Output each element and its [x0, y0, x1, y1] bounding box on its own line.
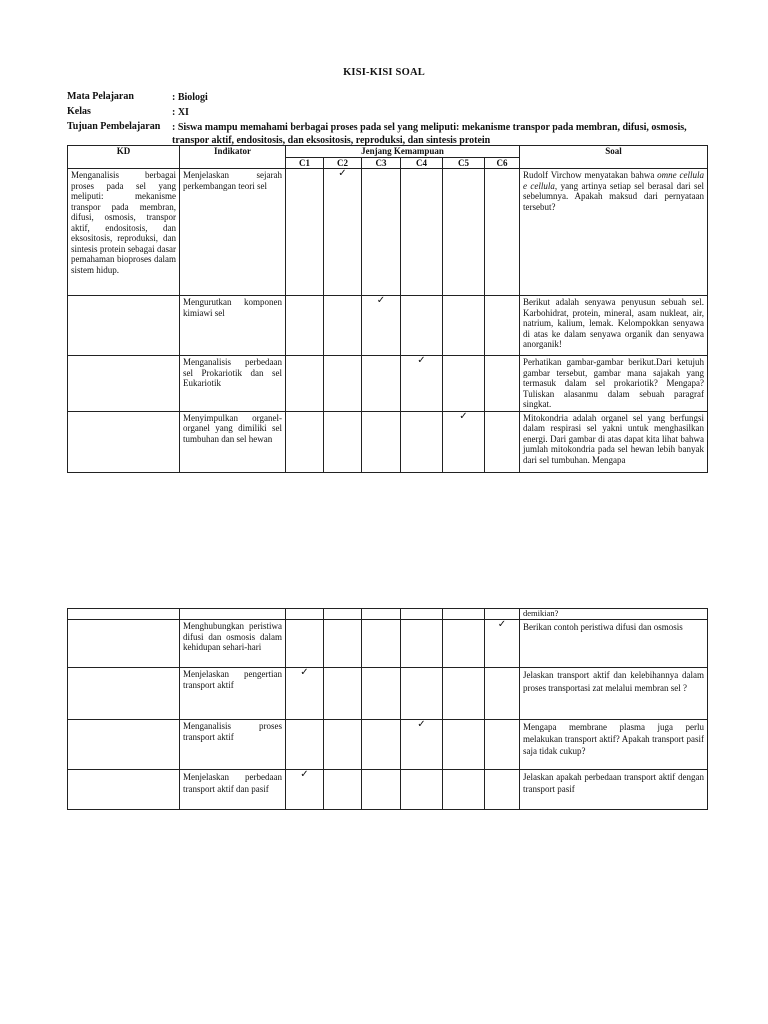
table-row	[68, 411, 708, 472]
grid-table-page2	[67, 608, 708, 810]
level-cell	[401, 668, 443, 720]
check-icon: ✓	[417, 719, 426, 730]
soal-cell: Berikan contoh peristiwa difusi dan osmosis	[520, 620, 708, 668]
level-cell	[286, 411, 324, 472]
goal-value: : Siswa mampu memahami berbagai proses pada sel yang meliputi: mekanisme transpor pada membran, difusi, osmosis, transpor aktif, endositosis, dan eksositosis, reproduksi, dan sintesis protein	[172, 122, 687, 146]
level-cell	[286, 720, 324, 770]
table-row	[68, 296, 708, 356]
level-cell	[362, 169, 401, 296]
level-cell	[324, 411, 362, 472]
soal-cell: Mengapa membrane plasma juga perlu melakukan transport aktif? Apakah transport pasif saja tidak cukup?	[520, 720, 708, 770]
level-cell	[443, 668, 485, 720]
level-cell	[401, 296, 443, 356]
kd-cell-empty	[68, 356, 180, 412]
table-row	[68, 668, 708, 720]
goal-label: Tujuan Pembelajaran	[67, 121, 161, 132]
check-icon: ✓	[417, 355, 426, 366]
subject-label: Mata Pelajaran	[67, 91, 134, 102]
indikator-cell: Menyimpulkan organel-organel yang dimiliki sel tumbuhan dan sel hewan	[180, 411, 286, 472]
level-cell	[324, 720, 362, 770]
indikator-cell: Menganalisis perbedaan sel Prokariotik dan sel Eukariotik	[180, 356, 286, 412]
kd-cell-empty	[68, 296, 180, 356]
grid-table-page1	[67, 145, 708, 473]
level-cell	[362, 296, 401, 356]
level-cell	[324, 620, 362, 668]
level-cell	[286, 668, 324, 720]
document-title: KISI-KISI SOAL	[343, 67, 425, 78]
kd-cell-empty	[68, 770, 180, 810]
table-row	[68, 770, 708, 810]
level-cell	[362, 668, 401, 720]
soal-cell: Perhatikan gambar-gambar berikut.Dari ketujuh gambar tersebut, gambar mana sajakah yang termasuk dalam sel prokariotik? Mengapa? Tuliskan alasanmu dalam sebuah paragraf singkat.	[520, 356, 708, 412]
soal-cell: Jelaskan apakah perbedaan transport aktif dengan transport pasif	[520, 770, 708, 810]
level-cell	[362, 620, 401, 668]
header-soal: Soal	[520, 146, 708, 169]
kd-cell-empty	[68, 411, 180, 472]
check-icon: ✓	[338, 168, 347, 179]
soal-cell: Rudolf Virchow menyatakan bahwa omne cellula e cellula, yang artinya setiap sel berasal dari sel sebelumnya. Apakah maksud dari pernyataan tersebut?	[520, 169, 708, 296]
check-icon: ✓	[300, 769, 309, 780]
header-c6: C6	[485, 157, 520, 169]
level-cell	[324, 668, 362, 720]
level-cell	[485, 668, 520, 720]
kd-cell-empty	[68, 720, 180, 770]
header-c4: C4	[401, 157, 443, 169]
level-cell	[362, 770, 401, 810]
subject-value: : Biologi	[172, 92, 208, 103]
level-cell	[401, 411, 443, 472]
check-icon: ✓	[376, 295, 386, 306]
table-row	[68, 169, 708, 296]
kd-cell-empty	[68, 668, 180, 720]
table-row	[68, 620, 708, 668]
level-cell	[485, 296, 520, 356]
level-cell	[485, 411, 520, 472]
level-cell	[443, 356, 485, 412]
level-cell	[362, 411, 401, 472]
indikator-cell: Menghubungkan peristiwa difusi dan osmosis dalam kehidupan sehari-hari	[180, 620, 286, 668]
soal-cell: Mitokondria adalah organel sel yang berfungsi dalam respirasi sel yakni untuk menghasilkan energi. Dari gambar di atas dapat kita lihat bahwa jumlah mitokondria pada sel hewan lebih banyak dari sel tumbuhan. Mengapa	[520, 411, 708, 472]
kd-cell-empty	[68, 609, 180, 620]
indikator-cell: Menjelaskan perbedaan transport aktif dan pasif	[180, 770, 286, 810]
check-icon: ✓	[300, 667, 309, 678]
check-icon: ✓	[497, 619, 507, 630]
indikator-cell: Menjelaskan sejarah perkembangan teori sel	[180, 169, 286, 296]
level-cell	[324, 296, 362, 356]
indikator-cell: Menganalisis proses transport aktif	[180, 720, 286, 770]
level-cell	[443, 169, 485, 296]
class-label: Kelas	[67, 106, 91, 117]
soal-italic: omne cellula e cellula	[523, 170, 705, 191]
header-c1: C1	[286, 157, 324, 169]
check-icon: ✓	[459, 411, 468, 422]
header-c2: C2	[324, 157, 362, 169]
header-kd: KD	[68, 146, 180, 169]
table-row	[68, 720, 708, 770]
level-cell	[401, 770, 443, 810]
level-cell	[485, 770, 520, 810]
kd-cell: Menganalisis berbagai proses pada sel yang meliputi: mekanisme transpor pada membran, difusi, osmosis, transpor aktif, endositosis, dan eksositosis, reproduksi, dan sintesis protein sebagai dasar pemahaman bioproses dalam sistem hidup.	[68, 169, 180, 296]
level-cell	[286, 620, 324, 668]
level-cell	[362, 720, 401, 770]
level-cell	[443, 770, 485, 810]
level-cell	[401, 356, 443, 412]
header-c3: C3	[362, 157, 401, 169]
level-cell	[443, 720, 485, 770]
level-cell	[286, 356, 324, 412]
level-cell	[485, 620, 520, 668]
header-jenjang: Jenjang Kemampuan	[286, 146, 520, 158]
table-row	[68, 356, 708, 412]
level-cell	[401, 620, 443, 668]
level-cell	[485, 356, 520, 412]
level-cell	[362, 356, 401, 412]
level-cell	[286, 169, 324, 296]
level-cell	[443, 296, 485, 356]
level-cell	[401, 169, 443, 296]
soal-cell: Jelaskan transport aktif dan kelebihannya dalam proses transportasi zat melalui membran sel ?	[520, 668, 708, 720]
level-cell	[286, 770, 324, 810]
header-c5: C5	[443, 157, 485, 169]
table-row-continuation	[68, 609, 708, 620]
level-cell	[485, 720, 520, 770]
indikator-cell: Menjelaskan pengertian transport aktif	[180, 668, 286, 720]
level-cell	[485, 169, 520, 296]
level-cell	[443, 411, 485, 472]
kd-cell-empty	[68, 620, 180, 668]
class-value: : XI	[172, 107, 189, 118]
level-cell	[324, 169, 362, 296]
level-cell	[324, 356, 362, 412]
header-indikator: Indikator	[180, 146, 286, 169]
level-cell	[401, 720, 443, 770]
soal-cell: Berikut adalah senyawa penyusun sebuah sel. Karbohidrat, protein, mineral, asam nukleat, air, natrium, kalium, lemak. Kelompokkan senyawa di atas ke dalam senyawa organik dan senyawa anorganik!	[520, 296, 708, 356]
level-cell	[443, 620, 485, 668]
level-cell	[324, 770, 362, 810]
level-cell	[286, 296, 324, 356]
indikator-cell-empty	[180, 609, 286, 620]
indikator-cell: Mengurutkan komponen kimiawi sel	[180, 296, 286, 356]
soal-continuation: demikian?	[520, 609, 708, 620]
